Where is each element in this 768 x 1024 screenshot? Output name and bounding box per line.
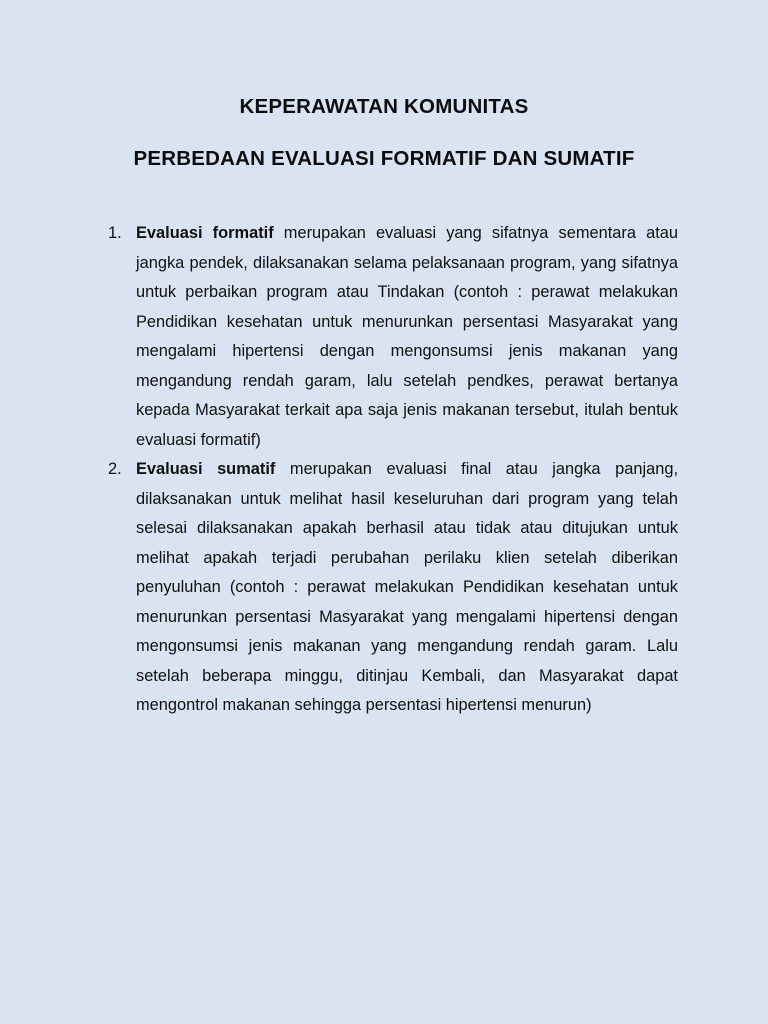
document-subtitle: PERBEDAAN EVALUASI FORMATIF DAN SUMATIF: [133, 147, 635, 170]
term-formatif: Evaluasi formatif: [136, 224, 274, 242]
list-item-number: 2.: [108, 460, 122, 478]
definition-sumatif: merupakan evaluasi final atau jangka panjang, dilaksanakan untuk melihat hasil keseluruhan dari program yang telah selesai dilaksanakan apakah berhasil atau tidak atau ditujukan untuk melihat apakah terjadi perubahan perilaku klien setelah diberikan penyuluhan (contoh : perawat melakukan Pendidikan kesehatan untuk menurunkan persentasi Masyarakat yang mengalami hipertensi dengan mengonsumsi jenis makanan yang mengandung rendah garam. Lalu setelah beberapa minggu, ditinjau Kembali, dan Masyarakat dapat mengontrol makanan sehingga persentasi hipertensi menurun): [136, 460, 678, 714]
evaluation-list: [108, 219, 678, 721]
term-sumatif: Evaluasi sumatif: [136, 460, 276, 478]
list-item-formatif: [108, 219, 678, 455]
list-item-sumatif: [108, 455, 678, 721]
document-title: KEPERAWATAN KOMUNITAS: [239, 95, 529, 118]
definition-formatif: merupakan evaluasi yang sifatnya sementara atau jangka pendek, dilaksanakan selama pelaksanaan program, yang sifatnya untuk perbaikan program atau Tindakan (contoh : perawat melakukan Pendidikan kesehatan untuk menurunkan persentasi Masyarakat yang mengalami hipertensi dengan mengonsumsi jenis makanan yang mengandung rendah garam, lalu setelah pendkes, perawat bertanya kepada Masyarakat terkait apa saja jenis makanan tersebut, itulah bentuk evaluasi formatif): [136, 224, 678, 449]
list-item-number: 1.: [108, 224, 122, 242]
